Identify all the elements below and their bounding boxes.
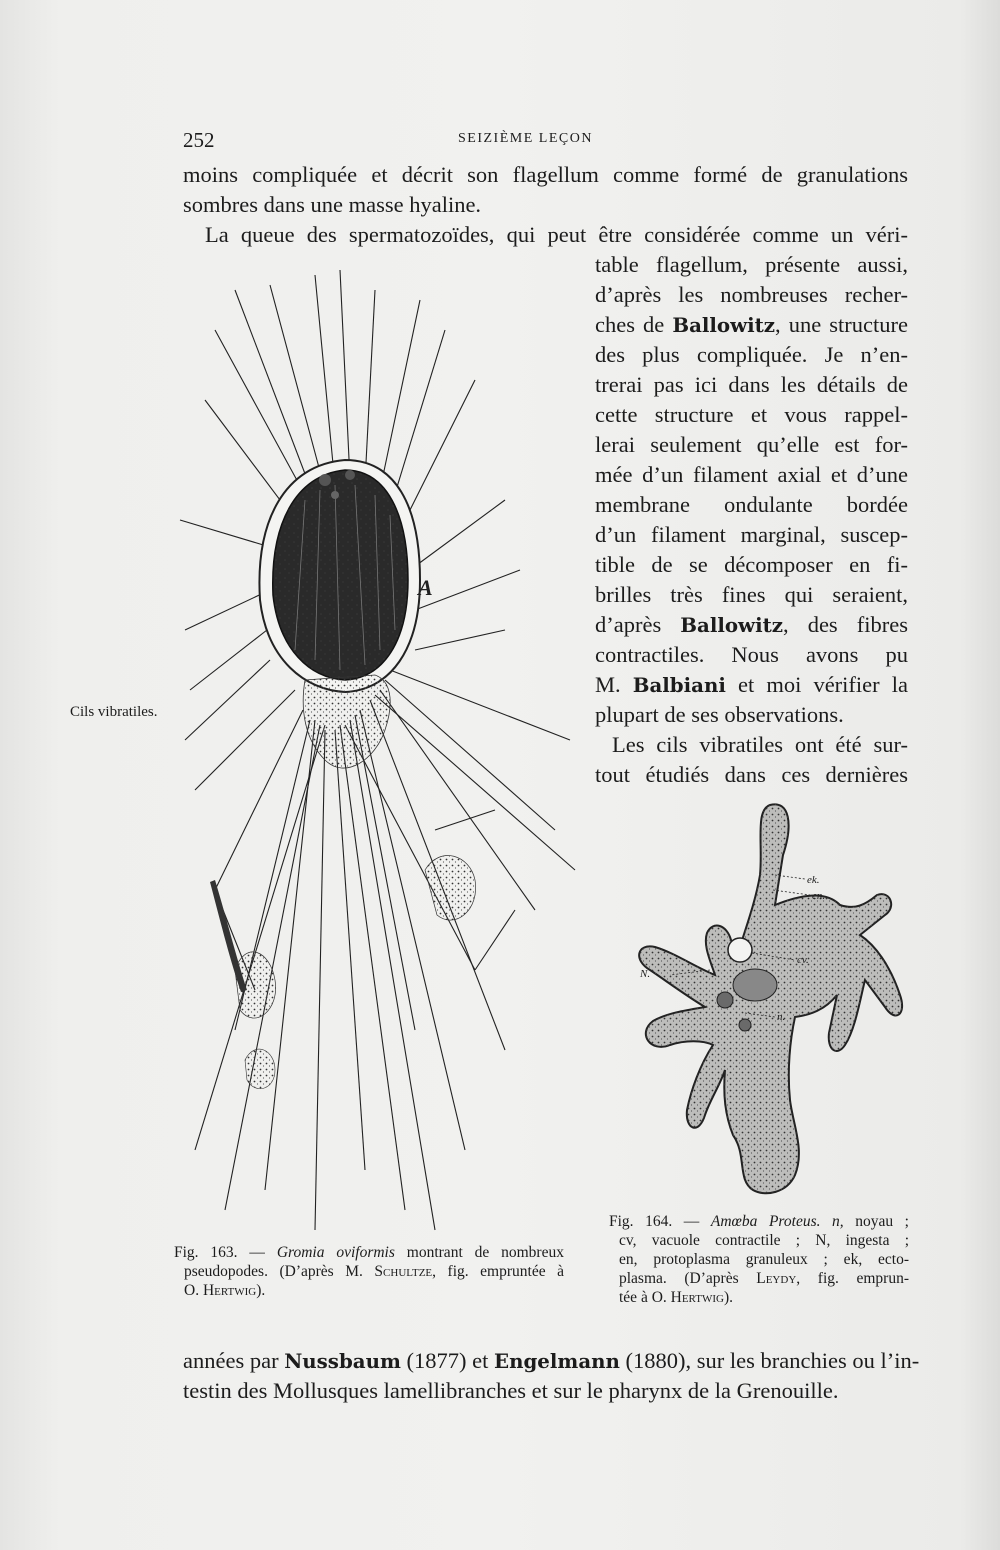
text-line: Les cils vibratiles ont été sur- <box>612 732 908 757</box>
species-name: Gromia oviformis <box>276 1244 395 1261</box>
text-line: contractiles. Nous avons pu <box>595 642 908 667</box>
text-line: testin des Mollusques lamellibranches et sur le pharynx de la Grenouille. <box>183 1378 839 1403</box>
caption-line: cv, vacuole contractile ; N, ingesta ; <box>619 1232 909 1249</box>
text-line: d’après Ballowitz, des fibres <box>595 612 908 637</box>
label-en: en. <box>812 890 826 902</box>
species-name: Amœba Proteus. n, <box>710 1213 844 1230</box>
text-line: cette structure et vous rappel- <box>595 402 908 427</box>
label-N: N. <box>640 968 651 980</box>
label-ek: ek. <box>807 874 820 886</box>
text-line: sombres dans une masse hyaline. <box>183 192 482 217</box>
caption-line: pseudopodes. (D’après M. Schultze, fig. empruntée à <box>184 1263 564 1280</box>
text-line: tout étudiés dans ces dernières <box>595 762 908 787</box>
text-line: moins compliquée et décrit son flagellum comme formé de granulations <box>183 162 908 187</box>
caption-line: en, protoplasma granuleux ; ek, ecto- <box>619 1251 909 1268</box>
figure-163-gromia-illustration <box>175 270 585 1245</box>
text-line: brilles très fines qui seraient, <box>595 582 908 607</box>
text-line: La queue des spermatozoïdes, qui peut être considérée comme un véri- <box>205 222 908 247</box>
page-number: 252 <box>183 128 215 152</box>
text-line: d’un filament marginal, suscep- <box>595 522 908 547</box>
figure-letter: A <box>418 575 433 600</box>
text-line: d’après les nombreuses recher- <box>595 282 908 307</box>
text-line: trerai pas ici dans les détails de <box>595 372 908 397</box>
author-name: Balbiani <box>632 673 726 697</box>
author-name: Nussbaum <box>284 1349 401 1373</box>
caption-line: tée à O. Hertwig). <box>619 1289 733 1306</box>
margin-note: Cils vibratiles. <box>70 704 158 720</box>
label-cv: cv. <box>797 954 809 966</box>
figure-164-amoeba-illustration <box>615 795 915 1205</box>
text-line: table flagellum, présente aussi, <box>595 252 908 277</box>
caption-line: O. Hertwig). <box>184 1282 266 1299</box>
figure-163-caption <box>174 1243 564 1300</box>
text-line: des plus compliquée. Je n’en- <box>595 342 908 367</box>
text-line: années par Nussbaum (1877) et Engelmann (1880), sur les branchies ou l’in- <box>183 1348 920 1373</box>
author-name: Engelmann <box>494 1349 620 1373</box>
text-line: tible de se décomposer en fi- <box>595 552 908 577</box>
caption-line: Fig. 164. — Amœba Proteus. n, noyau ; <box>609 1213 909 1230</box>
text-line: mée d’un filament axial et d’une <box>595 462 908 487</box>
caption-line: plasma. (D’après Leydy, fig. emprun- <box>619 1270 910 1287</box>
figure-164-caption <box>609 1212 909 1307</box>
caption-line: Fig. 163. — Gromia oviformis montrant de nombreux <box>174 1244 564 1261</box>
text-line: M. Balbiani et moi vérifier la <box>595 672 908 697</box>
text-line: ches de Ballowitz, une structure <box>595 312 908 337</box>
text-line: membrane ondulante bordée <box>595 492 908 517</box>
label-n: n. <box>777 1011 786 1023</box>
text-line: plupart de ses observations. <box>595 702 844 727</box>
text-line: lerai seulement qu’elle est for- <box>595 432 908 457</box>
author-name: Ballowitz <box>672 313 776 337</box>
running-header: SEIZIÈME LEÇON <box>458 131 593 146</box>
author-name: Ballowitz <box>680 613 783 637</box>
